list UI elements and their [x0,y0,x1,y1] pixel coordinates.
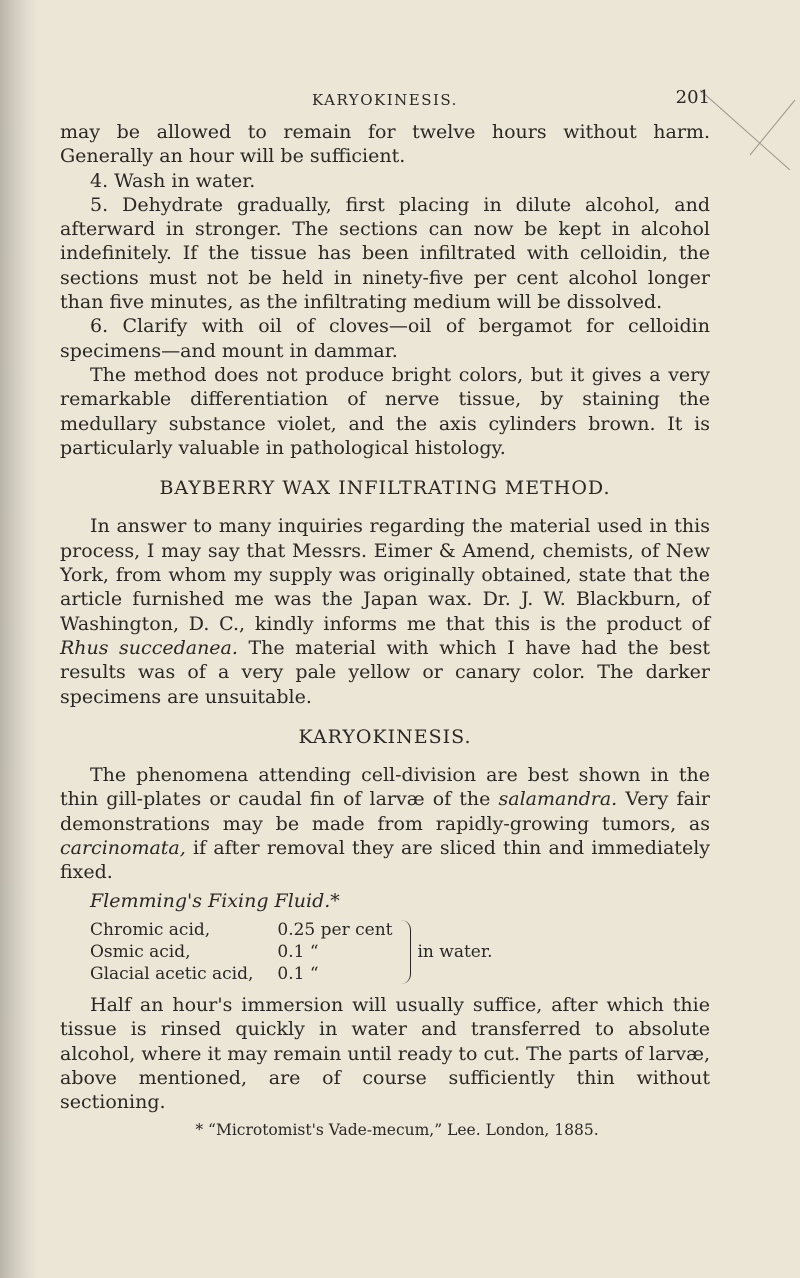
italic-term: salamandra. [498,788,618,811]
formula-ingredient: Chromic acid, [90,919,211,940]
formula-row [90,941,398,963]
paragraph: The method does not produce bright colors, but it gives a very remarkable differentiation of nerve tissue, by staining the medullary substance violet, and the axis cylinders brown. It is particularly valuable in pathological histology. [60,363,710,459]
formula-amount: 0.1 “ [277,941,319,962]
italic-term: Rhus succedanea. [60,636,238,659]
footnote: * “Microtomist's Vade-mecum,” Lee. London, 1885. [195,1121,599,1140]
formula-amount: 0.1 “ [277,963,319,984]
text-run: In answer to many inquiries regarding the material used in this process, I may say that Messrs. Eimer & Amend, chemists, of New York, from whom my supply was originally obtained, state that the article furnished me was the Japan wax. Dr. J. W. Blackburn, of Washington, D. C., kindly informs me that this is the product of [60,515,710,635]
book-page [60,86,710,1143]
formula-title: Flemming's Fixing Fluid.* [90,889,340,912]
text-run: The material with which I have had the best results was of a very pale yellow or canary color. The darker specimens are unsuitable. [60,636,710,708]
paragraph: 6. Clarify with oil of cloves—oil of bergamot for celloidin specimens—and mount in dammar. [60,315,710,362]
formula-row [90,963,398,985]
formula-row [90,919,398,941]
text-run: The phenomena attending cell-division are best shown in the thin gill-plates or caudal fin of larvæ of the [60,764,710,811]
section-heading-bayberry: BAYBERRY WAX INFILTRATING METHOD. [159,477,611,500]
page-number: 201 [675,87,710,108]
formula-ingredient: Osmic acid, [90,941,191,962]
paragraph-karyokinesis [60,763,710,884]
running-header [60,86,710,120]
formula-note: in water. [417,941,493,962]
brace-symbol [400,920,411,984]
paragraph: 4. Wash in water. [90,169,256,192]
paragraph: may be allowed to remain for twelve hours without harm. Generally an hour will be sufficient. [60,121,710,168]
formula-ingredient: Glacial acetic acid, [90,963,254,984]
italic-term: carcinomata, [60,837,186,860]
formula-block [90,919,710,985]
paragraph-bayberry [60,514,710,708]
text-run: if after removal they are sliced thin and immediately fixed. [60,837,710,884]
paragraph: 5. Dehydrate gradually, first placing in dilute alcohol, and afterward in stronger. The sections can now be kept in alcohol indefinitely. If the tissue has been infiltrated with celloidin, the sections must not be held in ninety-five per cent alcohol longer than five minutes, as the infiltrating medium will be dissolved. [60,193,710,314]
text-run: Very fair demonstrations may be made from rapidly-growing tumors, as [60,788,710,835]
book-binding-shadow [0,0,38,1278]
running-title: KARYOKINESIS. [312,91,458,109]
formula-table [90,919,398,985]
formula-amount: 0.25 per cent [277,919,393,940]
section-heading-karyokinesis: KARYOKINESIS. [298,725,472,748]
paragraph-closing: Half an hour's immersion will usually suffice, after which thie tissue is rinsed quickly in water and transferred to absolute alcohol, where it may remain until ready to cut. The parts of larvæ, above mentioned, are of course sufficiently thin without sectioning. [60,993,710,1114]
